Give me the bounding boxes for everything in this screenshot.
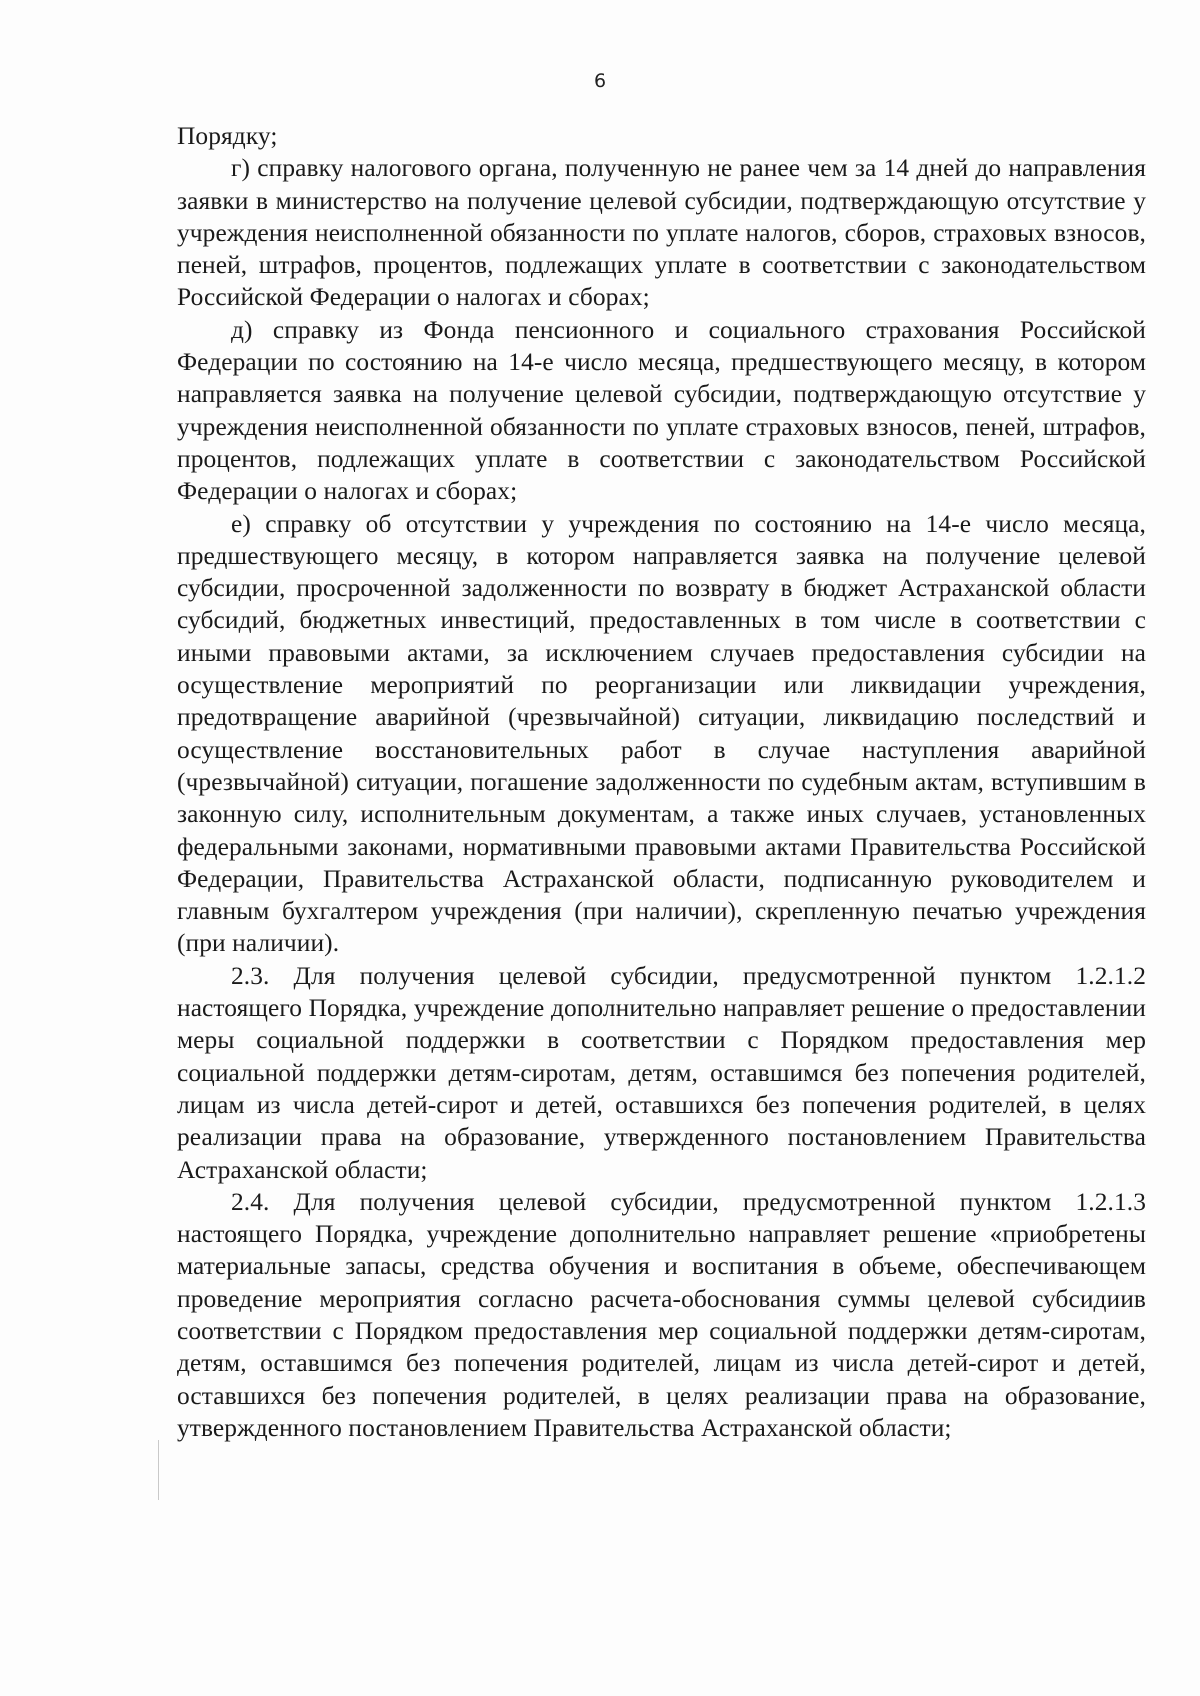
page-number: 6 — [593, 70, 607, 92]
paragraph-item-e: е) справку об отсутствии у учреждения по состоянию на 14-е число месяца, предшествующего месяцу, в котором направляется заявка на получение целевой субсидии, просроченной задолженности по возврату в бюджет Астраханской области субсидий, бюджетных инвестиций, предоставленных в том числе в соответствии с иными правовыми актами, за исключением случаев предоставления субсидии на осуществление мероприятий по реорганизации или ликвидации учреждения, предотвращение аварийной (чрезвычайной) ситуации, ликвидацию последствий и осуществление восстановительных работ в случае наступления аварийной (чрезвычайной) ситуации, погашение задолженности по судебным актам, вступившим в законную силу, исполнительным документам, а также иных случаев, установленных федеральными законами, нормативными правовыми актами Правительства Российской Федерации, Правительства Астраханской области, подписанную руководителем и главным бухгалтером учреждения (при наличии), скрепленную печатью учреждения (при наличии). — [177, 509, 1146, 958]
scan-edge-mark — [158, 1440, 159, 1500]
paragraph-continuation: Порядку; — [177, 122, 278, 150]
document-body — [177, 120, 1146, 1444]
paragraph-2-3: 2.3. Для получения целевой субсидии, предусмотренной пунктом 1.2.1.2 настоящего Порядка, учреждение дополнительно направляет решение о предоставлении меры социальной поддержки в соответствии с Порядком предоставления мер социальной поддержки детям-сиротам, детям, оставшимся без попечения родителей, лицам из числа детей-сирот и детей, оставшихся без попечения родителей, в целях реализации права на образование, утвержденного постановлением Правительства Астраханской области; — [177, 961, 1146, 1184]
paragraph-2-4: 2.4. Для получения целевой субсидии, предусмотренной пунктом 1.2.1.3 настоящего Порядка, учреждение дополнительно направляет решение «приобретены материальные запасы, средства обучения и воспитания в объеме, обеспечивающем проведение мероприятия согласно расчета-обоснования суммы целевой субсидиив соответствии с Порядком предоставления мер социальной поддержки детям-сиротам, детям, оставшимся без попечения родителей, лицам из числа детей-сирот и детей, оставшихся без попечения родителей, в целях реализации права на образование, утвержденного постановлением Правительства Астраханской области; — [177, 1187, 1146, 1442]
paragraph-item-d: д) справку из Фонда пенсионного и социального страхования Российской Федерации по состоянию на 14-е число месяца, предшествующего месяцу, в котором направляется заявка на получение целевой субсидии, подтверждающую отсутствие у учреждения неисполненной обязанности по уплате страховых взносов, пеней, штрафов, процентов, подлежащих уплате в соответствии с законодательством Российской Федерации о налогах и сборах; — [177, 315, 1146, 506]
paragraph-item-g: г) справку налогового органа, полученную не ранее чем за 14 дней до направления заявки в министерство на получение целевой субсидии, подтверждающую отсутствие у учреждения неисполненной обязанности по уплате налогов, сборов, страховых взносов, пеней, штрафов, процентов, подлежащих уплате в соответствии с законодательством Российской Федерации о налогах и сборах; — [177, 154, 1146, 312]
